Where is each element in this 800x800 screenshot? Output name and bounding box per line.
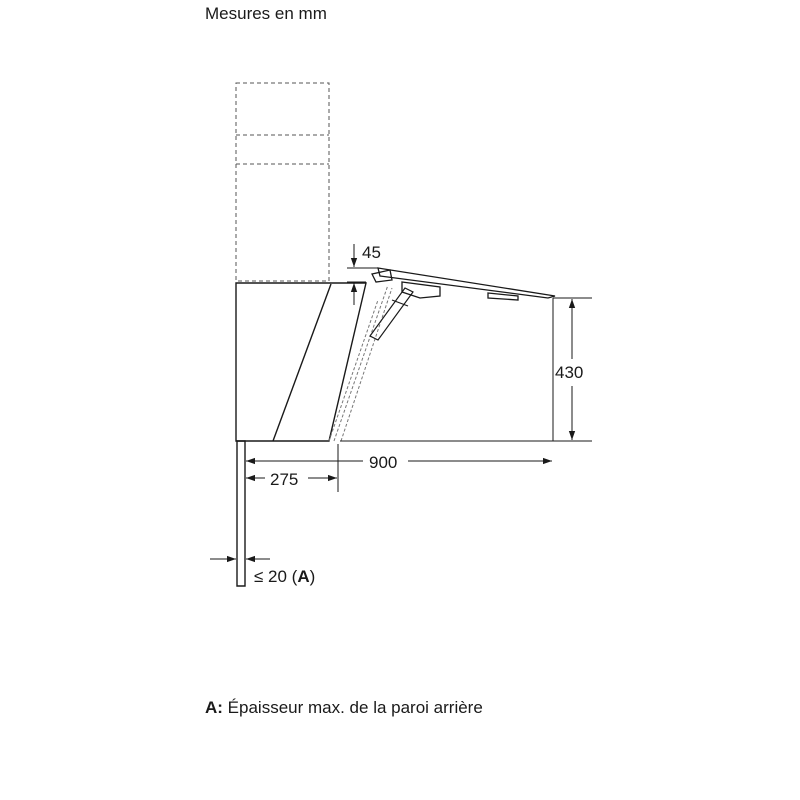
dimension-wall-thickness-label: ≤ 20 (A) [254,567,316,586]
dimension-offset-label: 275 [270,470,299,489]
hood-body [236,283,366,441]
legend-key: A: [205,698,223,717]
dimension-gap-top-label: 45 [362,243,381,262]
dimension-depth-label: 900 [369,453,398,472]
units-label: Mesures en mm [205,4,327,23]
dimension-height-label: 430 [555,363,584,382]
gas-strut [370,288,413,340]
rear-wall [237,441,245,586]
legend-text: Épaisseur max. de la paroi arrière [222,698,483,717]
legend [205,698,483,718]
chimney-outline [236,83,329,281]
